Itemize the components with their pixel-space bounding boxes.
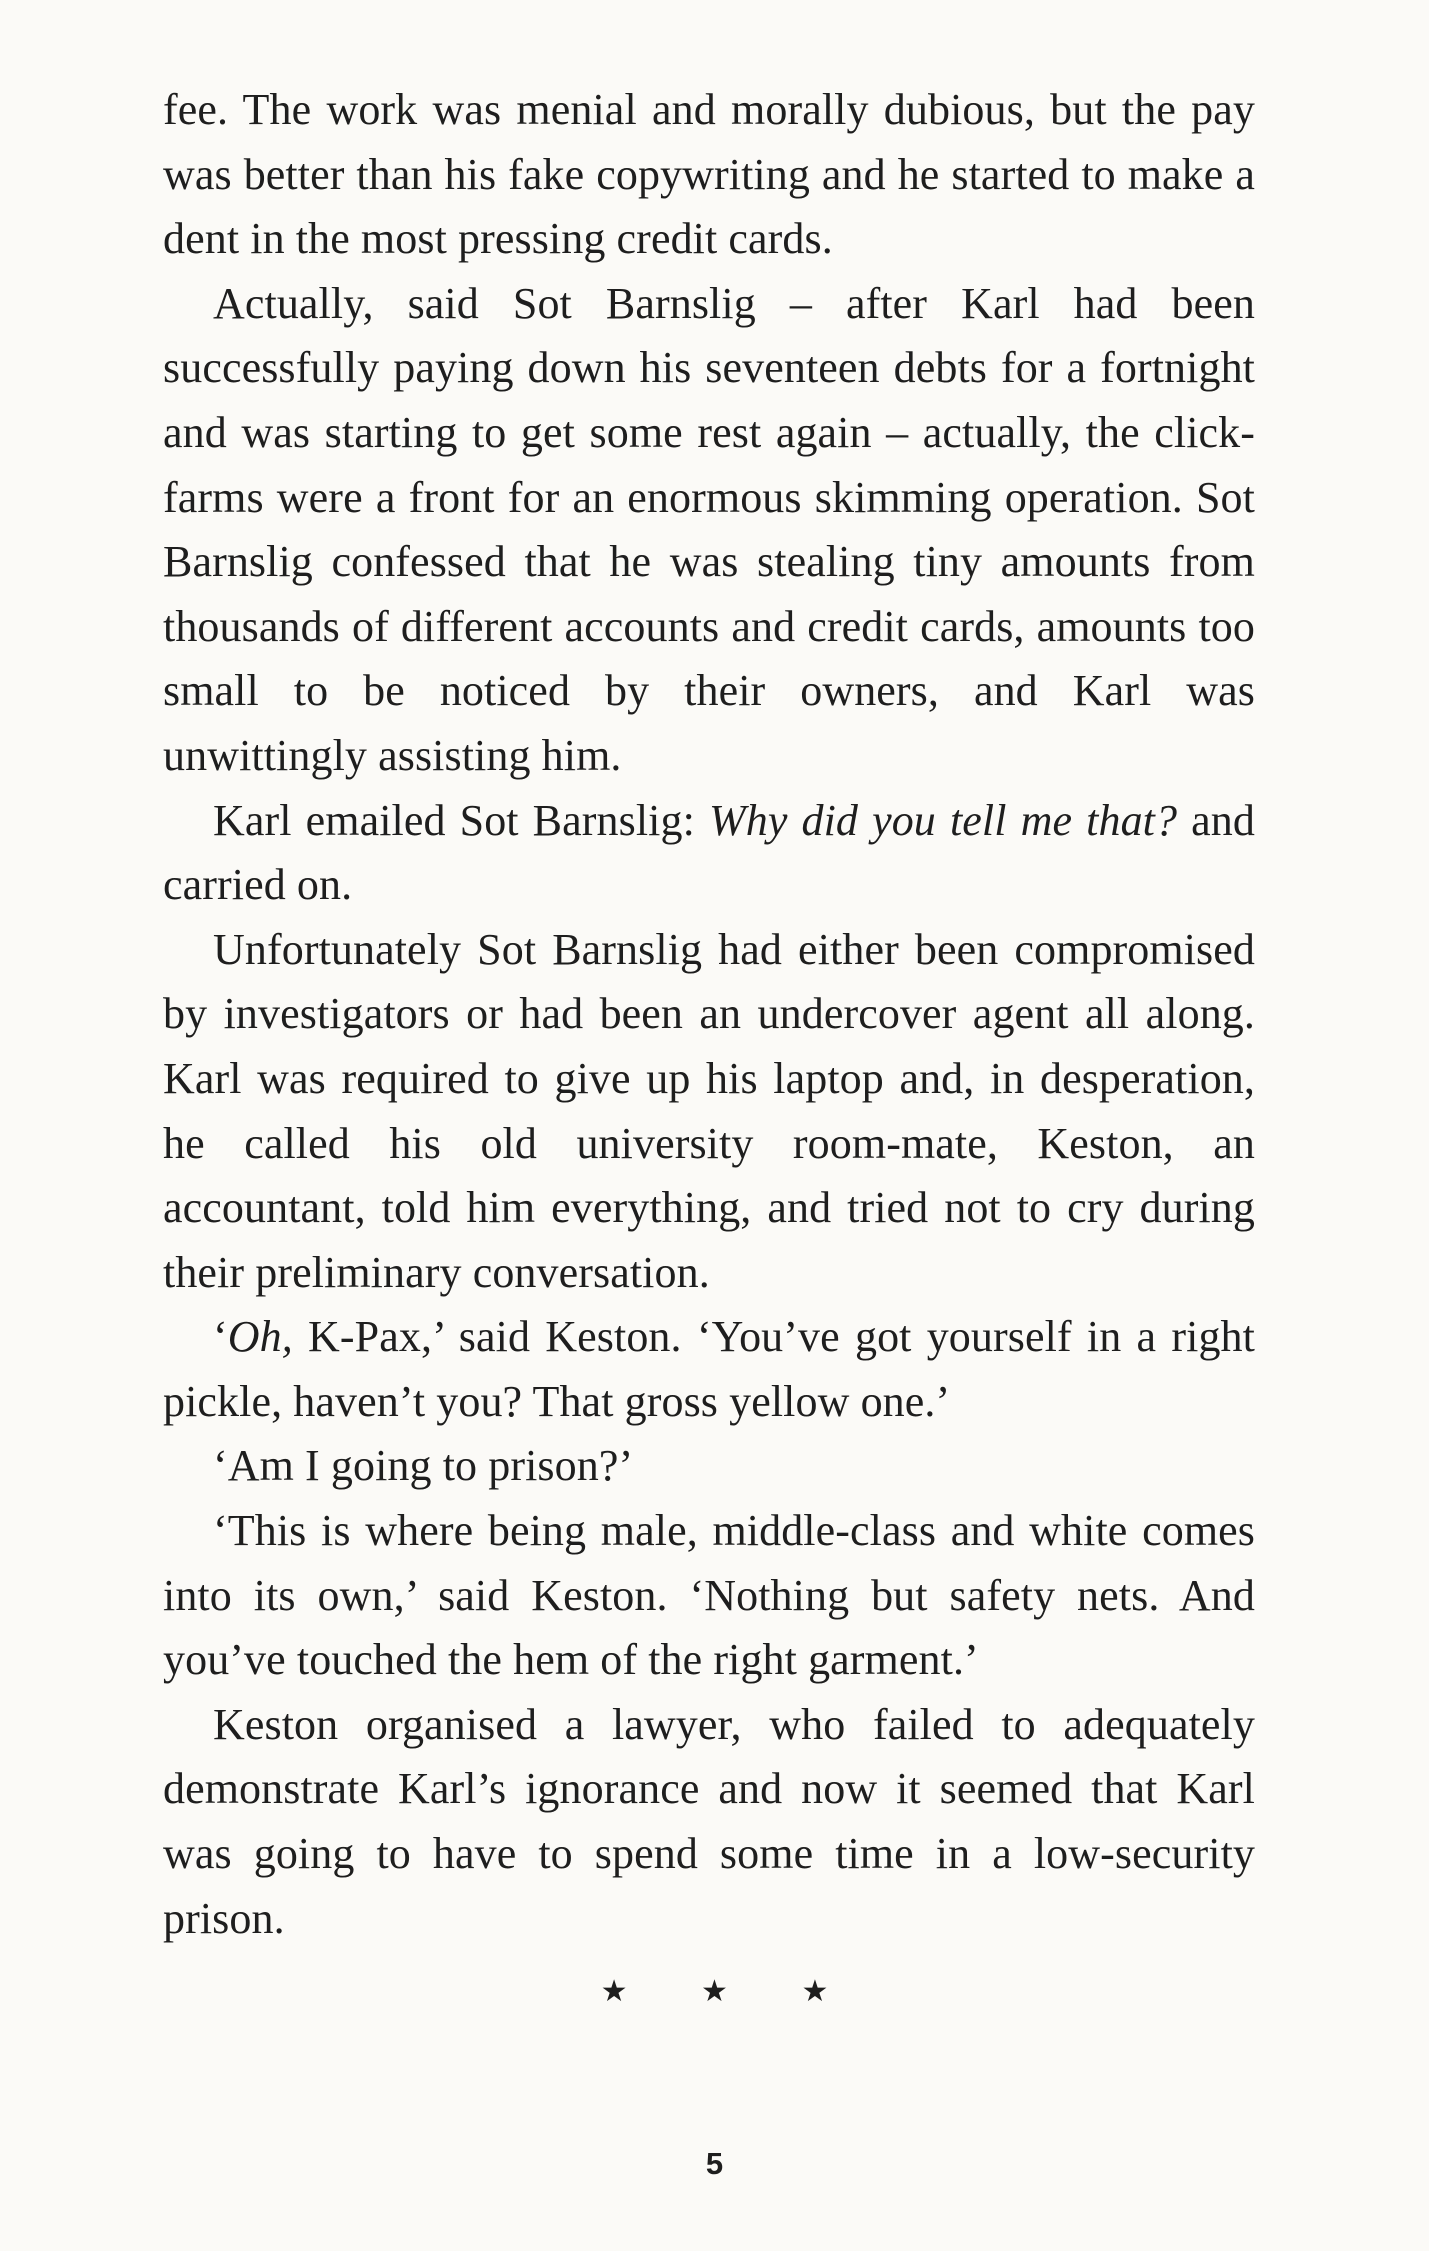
scene-break-stars: ★ ★ ★ [600,1974,861,2009]
paragraph-1-text: fee. The work was menial and morally dubious, but the pay was better than his fake copywriting and he started to make a dent in the most pressing credit cards. [163,85,1255,264]
paragraph-8-text: Keston organised a lawyer, who failed to adequately demonstrate Karl’s ignorance and now it seemed that Karl was going to have to spend some time in a low-security prison. [163,1699,1255,1943]
paragraph-4-text: Unfortunately Sot Barnslig had either been compromised by investigators or had been an undercover agent all along. Karl was required to give up his laptop and, in desperation, he called his old university room-mate, Keston, an accountant, told him everything, and tried not to cry during their preliminary conversation. [163,924,1255,1297]
paragraph-3 [163,789,1255,918]
paragraph-6-text: ‘Am I going to prison?’ [213,1441,634,1491]
paragraph-5-text: K-Pax,’ said Keston. ‘You’ve got yourself in a right pickle, haven’t you? That gross yellow one.’ [163,1312,1255,1426]
paragraph-3-italic-quote: Why did you tell me that? [708,795,1178,845]
paragraph-2 [163,272,1255,789]
paragraph-4 [163,918,1255,1306]
paragraph-1 [163,78,1255,272]
paragraph-6 [163,1434,1255,1499]
page-number: 5 [705,2146,724,2181]
paragraph-2-text: Actually, said Sot Barnslig – after Karl had been successfully paying down his seventeen debts for a fortnight and was starting to get some rest again – actually, the click-farms were a front for an enormous skimming operation. Sot Barnslig confessed that he was stealing tiny amounts from thousands of different accounts and credit cards, amounts too small to be noticed by their owners, and Karl was unwittingly assisting him. [163,278,1255,780]
paragraph-5 [163,1305,1255,1434]
body-text [163,78,1255,1951]
paragraph-3-text-a: Karl emailed Sot Barnslig: [213,795,709,845]
paragraph-8 [163,1693,1255,1951]
paragraph-7-text: ‘This is where being male, middle-class and white comes into its own,’ said Keston. ‘Nothing but safety nets. And you’ve touched the hem of the right garment.’ [163,1506,1255,1685]
paragraph-3-text-b: and carried on. [163,795,1255,910]
paragraph-5-open-quote: ‘ [213,1312,228,1362]
paragraph-7 [163,1499,1255,1693]
paragraph-5-italic-oh: Oh, [227,1312,293,1362]
